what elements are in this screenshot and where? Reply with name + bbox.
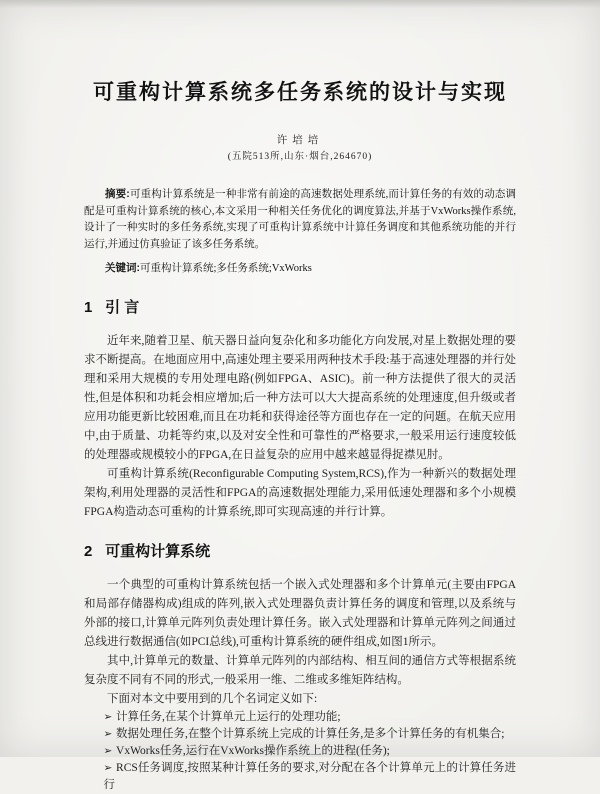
- definitions-list: [84, 709, 516, 794]
- definition-item: [84, 726, 516, 743]
- keywords-text: 可重构计算系统;多任务系统;VxWorks: [140, 263, 312, 274]
- section-1-title: 引 言: [105, 298, 140, 316]
- body-paragraph: 一个典型的可重构计算系统包括一个嵌入式处理器和多个计算单元(主要由FPGA和局部存储器构成)组成的阵列,嵌入式处理器负责计算任务的调度和管理,以及系统与外部的接口,计算单元阵列负责处理计算任务。嵌入式处理器和计算单元阵列之间通过总线进行数据通信(如PCI总线),可重构计算系统的硬件组成,如图1所示。: [84, 578, 516, 648]
- definition-item: [84, 709, 516, 726]
- definition-text: 数据处理任务,在整个计算系统上完成的计算任务,是多个计算任务的有机集合;: [116, 727, 505, 740]
- section-2-number: 2: [84, 542, 93, 560]
- definition-text: VxWorks任务,运行在VxWorks操作系统上的进程(任务);: [116, 744, 390, 757]
- author-name: 许培培: [276, 135, 324, 146]
- abstract: [84, 186, 516, 253]
- abstract-label: 摘要:: [105, 188, 130, 200]
- author-affiliation: (五院513所,山东·烟台,264670): [227, 152, 373, 162]
- body-paragraph: 其中,计算单元的数量、计算单元阵列的内部结构、相互间的通信方式等根据系统复杂度不同有不同的形式,一般采用一维、二维或多维矩阵结构。: [84, 654, 516, 686]
- scan-edge: [0, 0, 600, 8]
- section-2-title: 可重构计算系统: [105, 542, 211, 560]
- abstract-text: 可重构计算系统是一种非常有前途的高速数据处理系统,而计算任务的有效的动态调配是可重构计算系统的核心,本文采用一种相关任务优化的调度算法,并基于VxWorks操作系统,设计了一种实时的多任务系统,实现了可重构计算系统中计算任务调度和其他系统功能的并行运行,并通过仿真验证了该多任务系统。: [84, 189, 517, 250]
- arrow-bullet-icon: ➢: [103, 711, 113, 723]
- definition-text: RCS任务调度,按照某种计算任务的要求,对分配在各个计算单元上的计算任务进行: [103, 761, 516, 791]
- definition-item: [84, 760, 516, 794]
- arrow-bullet-icon: ➢: [103, 745, 113, 757]
- body-paragraph: 可重构计算系统(Reconfigurable Computing System,RCS),作为一种新兴的数据处理架构,利用处理器的灵活性和FPGA的高速数据处理能力,采用低速处理器和多个小规模FPGA构造动态可重构的计算系统,即可实现高速的并行计算。: [84, 467, 516, 518]
- definition-text: 计算任务,在某个计算单元上运行的处理功能;: [116, 710, 341, 723]
- page-title: 可重构计算系统多任务系统的设计与实现: [93, 81, 507, 104]
- arrow-bullet-icon: ➢: [103, 762, 113, 774]
- section-1-number: 1: [84, 298, 93, 316]
- keywords: [84, 260, 516, 278]
- section-1-heading: [84, 298, 516, 318]
- keywords-label: 关键词:: [105, 262, 140, 274]
- section-2-heading: [84, 542, 516, 562]
- body-paragraph: 下面对本文中要用到的几个名词定义如下:: [107, 692, 318, 705]
- body-paragraph: 近年来,随着卫星、航天器日益向复杂化和多功能化方向发展,对星上数据处理的要求不断提高。在地面应用中,高速处理主要采用两种技术手段:基于高速处理器的并行处理和采用大规模的专用处理电路(例如FPGA、ASIC)。前一种方法提供了很大的灵活性,但是体积和功耗会相应增加;后一种方法可以大大提高系统的处理速度,但升级或者应用功能更新比较困难,而且在功耗和获得途径等方面也存在一定的问题。在航天应用中,由于质量、功耗等约束,以及对安全性和可靠性的严格要求,一般采用运行速度较低的处理器或规模较小的FPGA,在日益复杂的应用中越来越显得捉襟见肘。: [84, 334, 516, 461]
- arrow-bullet-icon: ➢: [103, 728, 113, 740]
